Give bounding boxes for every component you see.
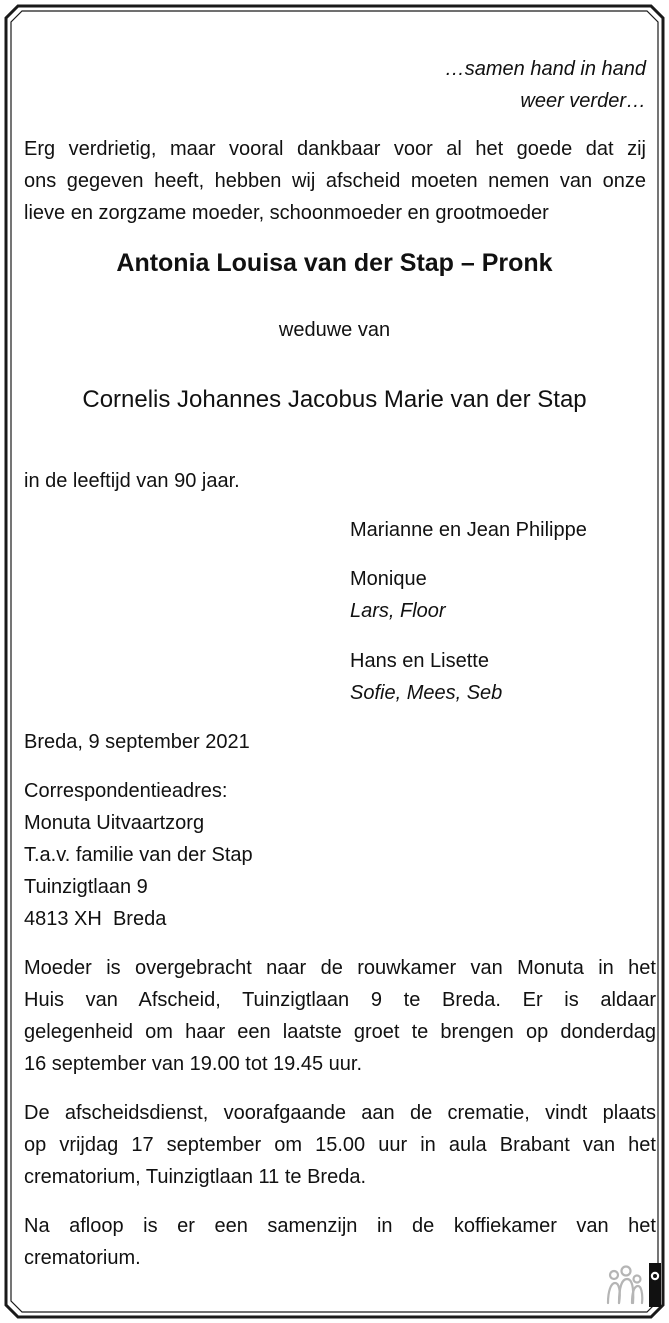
widow-label: weduwe van [278,319,391,341]
spouse-name: Cornelis Johannes Jacobus Marie van der Stap [82,386,587,413]
intro-line: lieve en zorgzame moeder, schoonmoeder en grootmoeder [24,202,549,224]
paragraph-line: Huis van Afscheid, Tuinzigtlaan 9 te Breda. Er is aldaar [24,989,656,1011]
address-line: Correspondentieadres: [24,780,228,802]
intro-line: Erg verdrietig, maar vooral dankbaar voor al het goede dat zij [24,138,646,160]
place-date: Breda, 9 september 2021 [24,731,250,753]
rouwkamer-paragraph [24,952,656,1080]
family-people-icon [603,1263,661,1307]
paragraph-line: De afscheidsdienst, voorafgaande aan de crematie, vindt plaats [24,1102,656,1124]
deceased-name: Antonia Louisa van der Stap – Pronk [116,249,553,277]
intro-line: ons gegeven heeft, hebben wij afscheid moeten nemen van onze [24,170,646,192]
paragraph-line: op vrijdag 17 september om 15.00 uur in aula Brabant van het [24,1134,656,1156]
afloop-paragraph [24,1210,656,1274]
family-member: Marianne en Jean Philippe [350,519,587,541]
paragraph-line: Moeder is overgebracht naar de rouwkamer van Monuta in het [24,957,656,979]
age-line: in de leeftijd van 90 jaar. [24,470,240,492]
paragraph-line: Na afloop is er een samenzijn in de koffiekamer van het [24,1215,656,1237]
paragraph-line: gelegenheid om haar een laatste groet te brengen op donderdag [24,1021,656,1043]
address-line: 4813 XH Breda [24,908,167,930]
motto-line-1: …samen hand in hand [444,58,646,80]
dienst-paragraph [24,1097,656,1193]
family-children: Lars, Floor [350,600,446,622]
family-children: Sofie, Mees, Seb [350,682,503,704]
address-line: T.a.v. familie van der Stap [24,844,253,866]
paragraph-line: 16 september van 19.00 tot 19.45 uur. [24,1053,363,1075]
family-member: Monique [350,568,427,590]
paragraph-line: crematorium, Tuinzigtlaan 11 te Breda. [24,1166,367,1188]
family-member: Hans en Lisette [350,650,489,672]
motto-line-2: weer verder… [520,90,646,112]
address-line: Tuinzigtlaan 9 [24,876,148,898]
address-line: Monuta Uitvaartzorg [24,812,205,834]
intro-paragraph [24,133,646,229]
paragraph-line: crematorium. [24,1247,141,1269]
